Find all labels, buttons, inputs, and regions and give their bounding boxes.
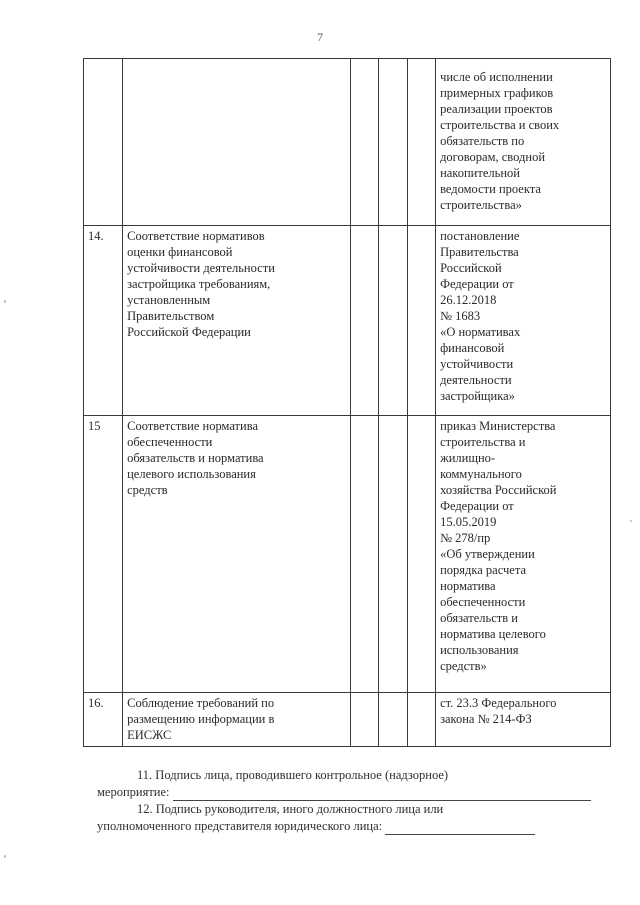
empty-cell: [350, 416, 378, 693]
legal-reference: постановление Правительства Российской Федерации от 26.12.2018 № 1683 «О нормативах финансовой устойчивости деятельности застройщика»: [436, 226, 611, 416]
requirement-text: Соблюдение требований по размещению информации в ЕИСЖС: [123, 693, 351, 747]
table-row: [84, 416, 611, 693]
table-row: [84, 59, 611, 226]
signature-12-caption: 12. Подпись руководителя, иного должностного лица или: [137, 802, 444, 816]
requirement-text: Соответствие нормативов оценки финансовой устойчивости деятельности застройщика требованиям, установленным Правительством Российской Федерации: [123, 226, 351, 416]
table-row: [84, 226, 611, 416]
empty-cell: [408, 59, 436, 226]
legal-reference: числе об исполнении примерных графиков реализации проектов строительства и своих обязательств по договорам, сводной накопительной ведомости проекта строительства»: [436, 59, 611, 226]
signature-11-caption: 11. Подпись лица, проводившего контрольное (надзорное): [137, 768, 449, 782]
empty-cell: [378, 416, 408, 693]
table-row: [84, 693, 611, 747]
empty-cell: [350, 693, 378, 747]
empty-cell: [350, 226, 378, 416]
row-number: 14.: [84, 226, 123, 416]
legal-reference: ст. 23.3 Федерального закона № 214-ФЗ: [436, 693, 611, 747]
requirement-text: [123, 59, 351, 226]
scan-speck: [4, 855, 6, 858]
empty-cell: [408, 693, 436, 747]
row-number: 15: [84, 416, 123, 693]
empty-cell: [408, 226, 436, 416]
page-number: 7: [317, 30, 323, 44]
row-number: 16.: [84, 693, 123, 747]
empty-cell: [408, 416, 436, 693]
empty-cell: [378, 226, 408, 416]
signature-11-label: мероприятие:: [97, 785, 170, 799]
signature-11-line: [173, 787, 591, 801]
requirement-text: Соответствие норматива обеспеченности обязательств и норматива целевого использования средств: [123, 416, 351, 693]
signature-12-label: уполномоченного представителя юридического лица:: [97, 819, 383, 833]
empty-cell: [350, 59, 378, 226]
signature-11-field: [97, 784, 612, 801]
empty-cell: [378, 59, 408, 226]
signature-12-line: [385, 821, 535, 835]
signature-block-11: [97, 767, 612, 801]
empty-cell: [378, 693, 408, 747]
row-number: [84, 59, 123, 226]
signature-12-field: [97, 818, 612, 835]
legal-reference: приказ Министерства строительства и жилищно- коммунального хозяйства Российской Федерации от 15.05.2019 № 278/пр «Об утверждении порядка расчета норматива обеспеченности обязательств и норматива целевого использования средств»: [436, 416, 611, 693]
signature-block-12: [97, 801, 612, 835]
scan-speck: [4, 300, 6, 303]
requirements-table: [83, 58, 611, 747]
scan-speck: [630, 520, 632, 522]
